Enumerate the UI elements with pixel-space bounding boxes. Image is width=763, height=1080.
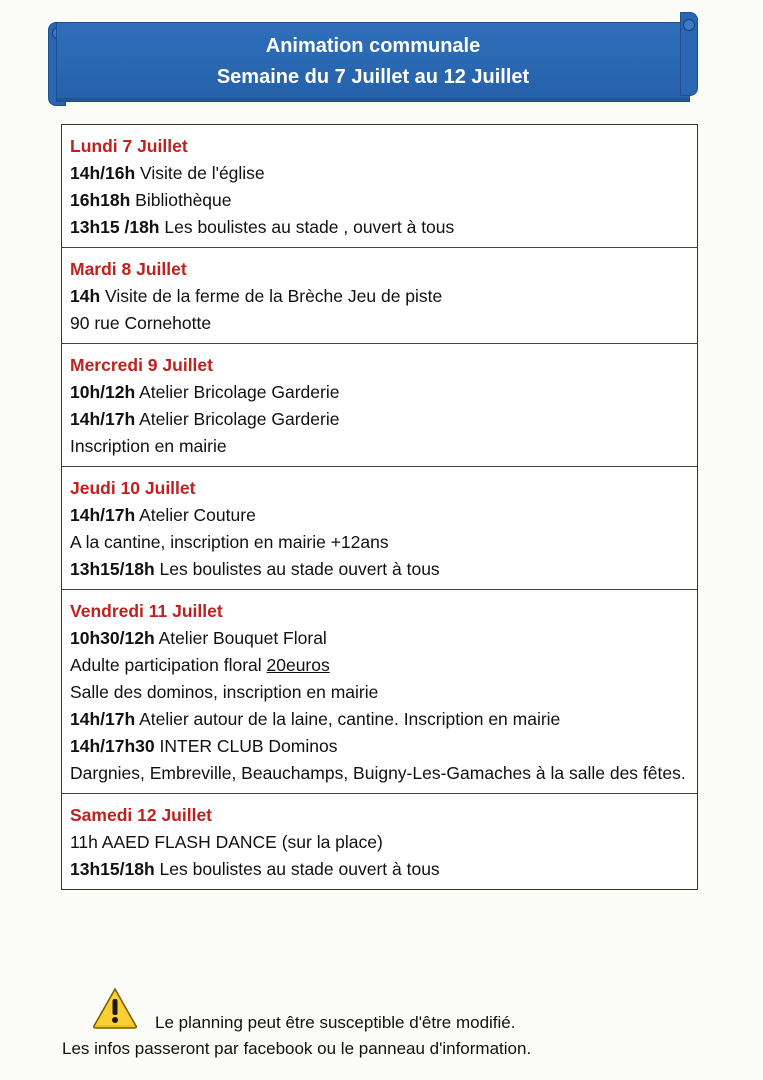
header-title: Animation communale [265, 35, 481, 57]
day-title: Mercredi 9 Juillet [70, 355, 213, 375]
schedule-line [70, 433, 689, 460]
event-description: Visite de la ferme de la Brèche Jeu de piste [100, 286, 443, 306]
event-time: 14h [70, 286, 101, 306]
day-section [62, 466, 697, 589]
schedule-line [70, 733, 689, 760]
schedule-line [70, 556, 689, 583]
day-title: Mardi 8 Juillet [70, 259, 187, 279]
schedule-line [70, 679, 689, 706]
warning-icon [92, 987, 138, 1029]
header-box [56, 22, 690, 102]
day-section [62, 793, 697, 889]
event-price: 20euros [266, 655, 330, 675]
event-time: 16h18h [70, 190, 131, 210]
schedule-line [70, 283, 689, 310]
header-banner [48, 12, 698, 104]
day-title: Jeudi 10 Juillet [70, 478, 196, 498]
event-time: 13h15 /18h [70, 217, 160, 237]
event-time: 13h15/18h [70, 559, 155, 579]
day-section [62, 343, 697, 466]
event-description: Salle des dominos, inscription en mairie [70, 682, 379, 702]
event-time: 14h/17h [70, 505, 136, 525]
event-time: 10h30/12h [70, 628, 155, 648]
schedule-line [70, 406, 689, 433]
event-description: Les boulistes au stade ouvert à tous [154, 859, 440, 879]
event-time: 10h/12h [70, 382, 136, 402]
day-section [62, 589, 697, 793]
footer-info: Les infos passeront par facebook ou le panneau d'information. [62, 1039, 532, 1058]
event-description: Les boulistes au stade ouvert à tous [154, 559, 440, 579]
schedule-line [70, 760, 689, 787]
schedule-line [70, 310, 689, 337]
event-description: Atelier Bricolage Garderie [135, 409, 340, 429]
schedule-line [70, 214, 689, 241]
schedule-line [70, 625, 689, 652]
schedule-line [70, 187, 689, 214]
event-description: Dargnies, Embreville, Beauchamps, Buigny-Les-Gamaches à la salle des fêtes. [70, 763, 686, 783]
schedule-line [70, 652, 689, 679]
day-section [62, 125, 697, 247]
day-title: Vendredi 11 Juillet [70, 601, 223, 621]
event-description: 90 rue Cornehotte [70, 313, 212, 333]
schedule-line [70, 160, 689, 187]
event-description: Adulte participation floral [70, 655, 267, 675]
event-time: 14h/16h [70, 163, 136, 183]
event-description: Bibliothèque [130, 190, 232, 210]
schedule-line [70, 856, 689, 883]
event-description: Les boulistes au stade , ouvert à tous [159, 217, 455, 237]
event-description: Atelier Bouquet Floral [154, 628, 327, 648]
event-description: Atelier Couture [135, 505, 256, 525]
event-description: A la cantine, inscription en mairie +12ans [70, 532, 389, 552]
schedule-line [70, 379, 689, 406]
event-time: 14h/17h [70, 409, 136, 429]
day-title: Samedi 12 Juillet [70, 805, 213, 825]
schedule-line [70, 706, 689, 733]
event-time: 13h15/18h [70, 859, 155, 879]
schedule-line [70, 502, 689, 529]
event-description: Atelier Bricolage Garderie [135, 382, 340, 402]
event-description: INTER CLUB Dominos [154, 736, 338, 756]
footer-notice: Le planning peut être susceptible d'être modifié. [155, 1013, 516, 1032]
scroll-right-curl [680, 12, 698, 96]
day-section [62, 247, 697, 343]
schedule-table [61, 124, 698, 890]
event-description: Atelier autour de la laine, cantine. Inscription en mairie [135, 709, 561, 729]
event-description: Visite de l'église [135, 163, 265, 183]
day-title: Lundi 7 Juillet [70, 136, 188, 156]
event-time: 14h/17h30 [70, 736, 155, 756]
event-time: 14h/17h [70, 709, 136, 729]
header-subtitle: Semaine du 7 Juillet au 12 Juillet [216, 66, 530, 88]
event-description: 11h AAED FLASH DANCE (sur la place) [70, 832, 383, 852]
schedule-line [70, 829, 689, 856]
schedule-line [70, 529, 689, 556]
event-description: Inscription en mairie [70, 436, 227, 456]
